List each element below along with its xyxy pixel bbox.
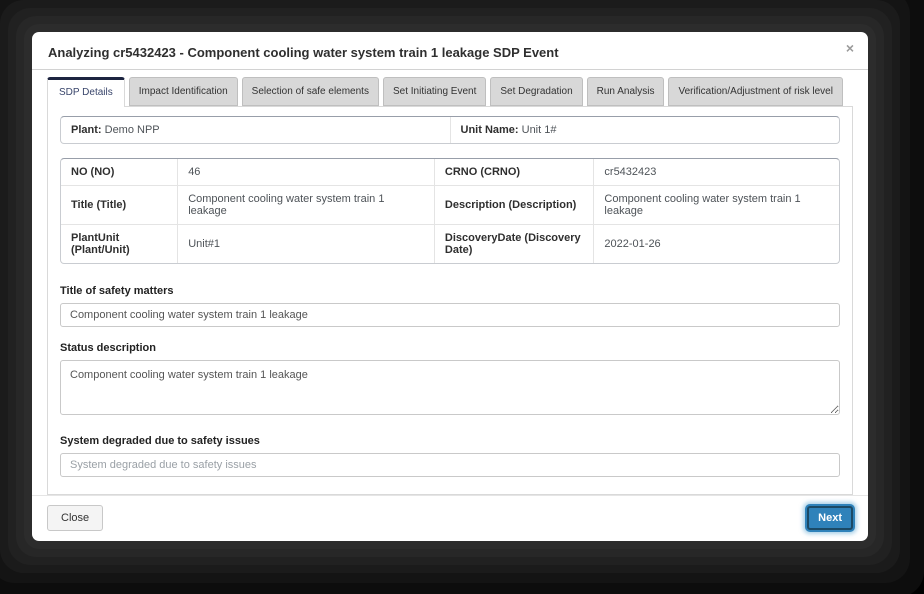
tab-sdp-details[interactable]: SDP Details [47, 77, 125, 107]
event-details-table [60, 158, 840, 264]
plantunit-value: Unit#1 [178, 225, 435, 264]
description-value: Component cooling water system train 1 leakage [594, 186, 839, 225]
tab-verification-adjustment[interactable]: Verification/Adjustment of risk level [668, 77, 843, 106]
discoverydate-label: DiscoveryDate (Discovery Date) [434, 225, 593, 264]
unit-name-value: Unit 1# [521, 124, 557, 136]
safety-matters-label: Title of safety matters [60, 285, 174, 297]
safety-matters-group [60, 285, 840, 327]
sdp-details-panel [47, 106, 853, 495]
table-row [61, 186, 839, 225]
no-label: NO (NO) [71, 166, 115, 178]
description-label: Description (Description) [434, 186, 593, 225]
system-degraded-group [60, 435, 840, 477]
table-row [61, 159, 839, 186]
next-button[interactable]: Next [807, 506, 853, 530]
plantunit-label: PlantUnit (Plant/Unit) [61, 225, 178, 264]
tab-set-degradation[interactable]: Set Degradation [490, 77, 582, 106]
crno-label: CRNO (CRNO) [434, 159, 593, 186]
modal-footer [32, 495, 868, 541]
plant-info-table [60, 116, 840, 144]
plant-label: Plant: [71, 124, 102, 136]
table-row [61, 117, 839, 143]
unit-name-label: Unit Name: [460, 124, 519, 136]
discoverydate-value: 2022-01-26 [594, 225, 839, 264]
system-degraded-input[interactable] [60, 453, 840, 477]
modal-header [32, 32, 868, 70]
tab-run-analysis[interactable]: Run Analysis [587, 77, 665, 106]
modal-title: Analyzing cr5432423 - Component cooling water system train 1 leakage SDP Event [48, 45, 559, 60]
status-description-group [60, 342, 840, 420]
tab-bar [47, 77, 853, 106]
tab-impact-identification[interactable]: Impact Identification [129, 77, 238, 106]
tab-selection-of-safe-elements[interactable]: Selection of safe elements [242, 77, 379, 106]
title-value: Component cooling water system train 1 leakage [178, 186, 435, 225]
title-label: Title (Title) [61, 186, 178, 225]
system-degraded-label: System degraded due to safety issues [60, 435, 260, 447]
sdp-event-modal [32, 32, 868, 541]
close-button[interactable]: Close [47, 505, 103, 531]
close-icon[interactable]: × [845, 40, 854, 56]
status-description-label: Status description [60, 342, 156, 354]
safety-matters-input[interactable] [60, 303, 840, 327]
plant-value: Demo NPP [104, 124, 160, 136]
status-description-textarea[interactable] [60, 360, 840, 415]
tab-set-initiating-event[interactable]: Set Initiating Event [383, 77, 486, 106]
no-value: 46 [178, 159, 435, 186]
crno-value: cr5432423 [594, 159, 839, 186]
table-row [61, 225, 839, 264]
